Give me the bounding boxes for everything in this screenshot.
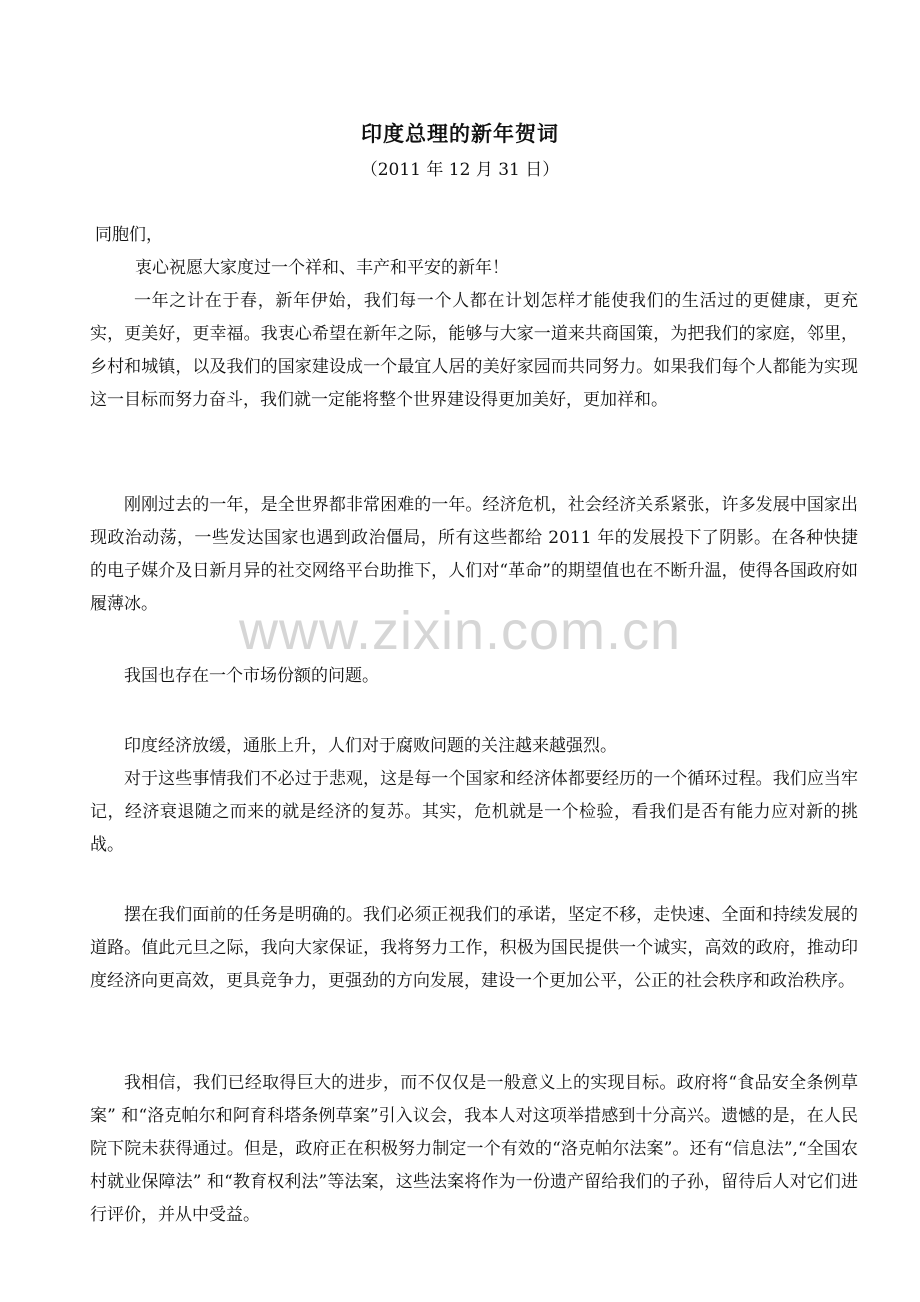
document-date: （2011 年 12 月 31 日） — [360, 160, 560, 180]
paragraph: 一年之计在于春，新年伊始，我们每一个人都在计划怎样才能使我们的生活过的更健康，更充实，更美好，更幸福。我衷心希望在新年之际，能够与大家一道来共商国策，为把我们的家庭，邻里，乡村和城镇，以及我们的国家建设成一个最宜人居的美好家园而共同努力。如果我们每个人都能为实现这一目标而努力奋斗，我们就一定能将整个世界建设得更加美好，更加祥和。 — [90, 291, 858, 410]
document-title: 印度总理的新年贺词 — [361, 121, 559, 146]
paragraph: 对于这些事情我们不必过于悲观，这是每一个国家和经济体都要经历的一个循环过程。我们应当牢记，经济衰退随之而来的就是经济的复苏。其实，危机就是一个检验，看我们是否有能力应对新的挑战。 — [90, 769, 858, 855]
paragraph-3-block — [90, 489, 858, 621]
paragraph: 摆在我们面前的任务是明确的。我们必须正视我们的承诺，坚定不移，走快速、全面和持续发展的道路。值此元旦之际，我向大家保证，我将努力工作，积极为国民提供一个诚实，高效的政府，推动印度经济向更高效，更具竞争力，更强劲的方向发展，建设一个更加公平，公正的社会秩序和政治秩序。 — [90, 905, 858, 991]
paragraph: 刚刚过去的一年，是全世界都非常困难的一年。经济危机，社会经济关系紧张，许多发展中国家出现政治动荡，一些发达国家也遇到政治僵局，所有这些都给 2011 年的发展投下了阴影。在各种快捷的电子媒介及日新月异的社交网络平台助推下，人们对“革命”的期望值也在不断升温，使得各国政府如履薄冰。 — [90, 495, 858, 614]
paragraph-4-block — [90, 660, 858, 693]
paragraph-1-block — [90, 252, 858, 285]
paragraph-7-block — [90, 899, 858, 998]
paragraph: 印度经济放缓，通胀上升，人们对于腐败问题的关注越来越强烈。 — [124, 736, 617, 756]
paragraph-5-block — [90, 730, 858, 763]
paragraph: 我国也存在一个市场份额的问题。 — [124, 666, 379, 686]
watermark: www.zixin.com.cn — [238, 601, 682, 661]
paragraph-8-block — [90, 1067, 858, 1232]
paragraph-2-block — [90, 285, 858, 417]
paragraph: 衷心祝愿大家度过一个祥和、丰产和平安的新年！ — [135, 258, 509, 278]
paragraph-6-block — [90, 763, 858, 862]
salutation: 同胞们， — [95, 225, 163, 245]
paragraph: 我相信，我们已经取得巨大的进步，而不仅仅是一般意义上的实现目标。政府将“食品安全条例草案” 和“洛克帕尔和阿育科塔条例草案”引入议会，我本人对这项举措感到十分高兴。遗憾的是，在人民院下院未获得通过。但是，政府正在积极努力制定一个有效的“洛克帕尔法案”。还有“信息法”,“全国农村就业保障法” 和“教育权利法”等法案，这些法案将作为一份遗产留给我们的子孙，留待后人对它们进行评价，并从中受益。 — [90, 1073, 858, 1225]
